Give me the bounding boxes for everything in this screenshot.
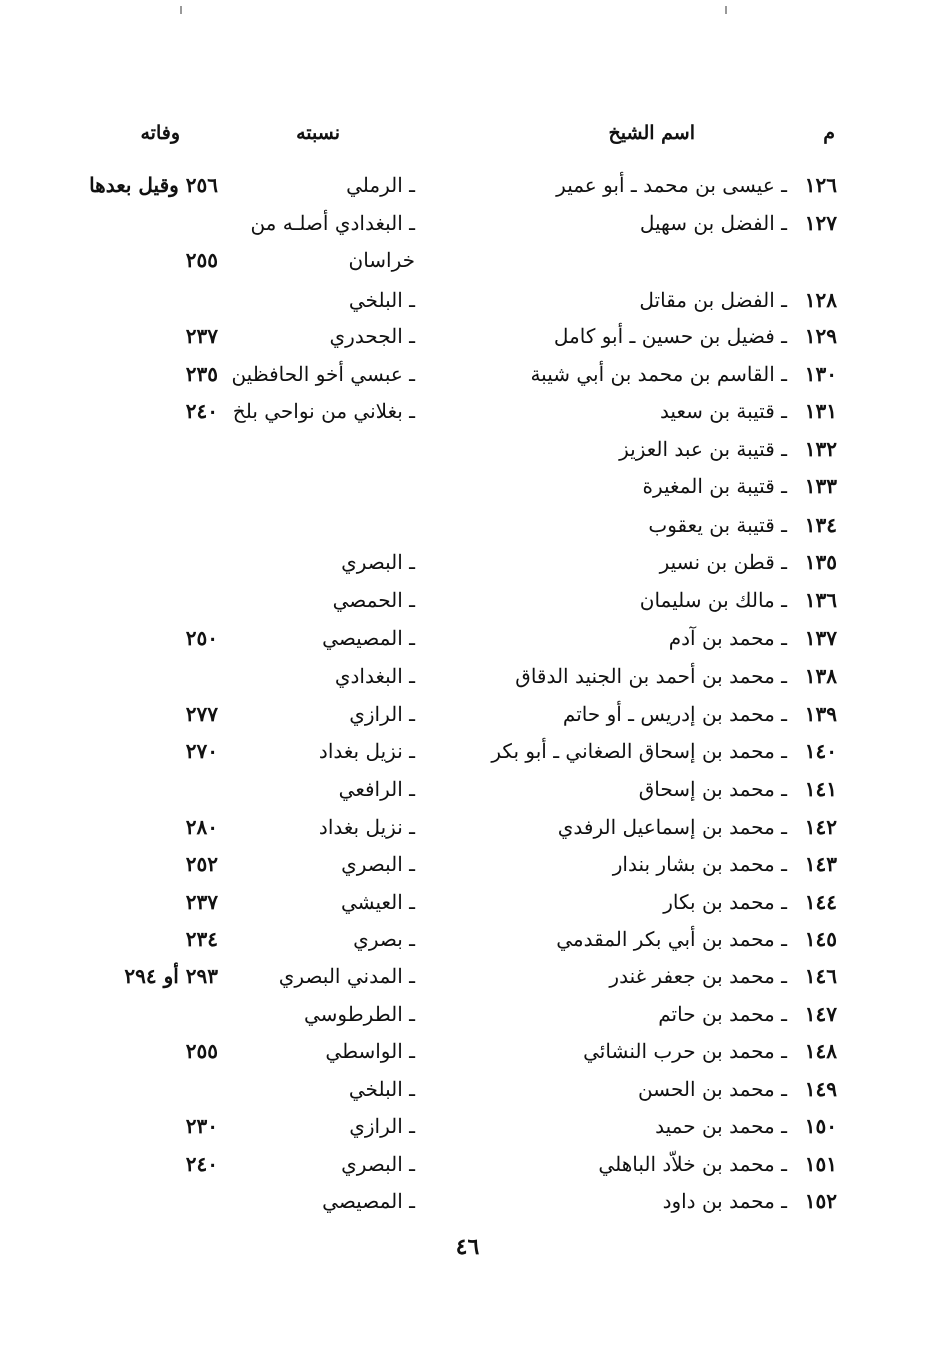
nisba-text: ـ نزيل بغداد [318, 739, 415, 763]
entry-number: ١٤٢ [804, 815, 837, 839]
table-row [0, 1182, 935, 1220]
entry-number: ١٥١ [804, 1152, 837, 1176]
nisba-text: ـ الرملي [346, 173, 415, 197]
death-year: ٢٣٧ [185, 324, 218, 348]
sheikh-name: ـ محمد بن الحسن [637, 1077, 787, 1101]
table-row [0, 770, 935, 808]
entry-number: ١٢٩ [804, 324, 837, 348]
table-row [0, 695, 935, 733]
sheikh-name: ـ محمد بن آدم [668, 626, 787, 650]
entry-number: ١٤٧ [804, 1002, 837, 1026]
entry-number: ١٣٠ [804, 362, 837, 386]
sheikh-name: ـ محمد بن جعفر غندر [609, 964, 787, 988]
death-year: ٢٣٤ [185, 927, 218, 951]
header-nisba: نسبته [296, 122, 340, 144]
entry-number: ١٤٣ [804, 852, 837, 876]
table-row [0, 995, 935, 1033]
entry-number: ١٣٤ [804, 513, 837, 537]
entry-number: ١٤٤ [804, 890, 837, 914]
nisba-text: ـ المصيصي [322, 626, 415, 650]
nisba-text: ـ الرازي [349, 702, 415, 726]
table-row [0, 657, 935, 695]
nisba-text: ـ الطرطوسي [304, 1002, 415, 1026]
nisba-text: ـ العيشي [340, 890, 415, 914]
sheikh-name: ـ عيسى بن محمد ـ أبو عمير [556, 173, 787, 197]
table-row [0, 1145, 935, 1183]
death-year: ٢٤٠ [185, 399, 218, 423]
table-row [0, 241, 935, 279]
sheikh-name: ـ الفضل بن مقاتل [639, 288, 787, 312]
table-row [0, 1107, 935, 1145]
table-row [0, 543, 935, 581]
sheikh-name: ـ محمد بن إسحاق الصغاني ـ أبو بكر [491, 739, 787, 763]
nisba-text: ـ بغلاني من نواحي بلخ [232, 399, 415, 423]
entry-number: ١٣٥ [804, 550, 837, 574]
entry-number: ١٣٩ [804, 702, 837, 726]
table-row [0, 317, 935, 355]
table-row [0, 920, 935, 958]
death-year: ٢٤٠ [185, 1152, 218, 1176]
entry-number: ١٤١ [804, 777, 837, 801]
sheikh-name: ـ محمد بن حاتم [658, 1002, 787, 1026]
entry-number: ١٢٧ [804, 211, 837, 235]
sheikh-name: ـ الفضل بن سهيل [639, 211, 787, 235]
header-number: م [823, 122, 835, 144]
sheikh-name: ـ محمد بن داود [662, 1189, 787, 1213]
table-row [0, 392, 935, 430]
table-row [0, 467, 935, 505]
entry-number: ١٤٨ [804, 1039, 837, 1063]
nisba-text: ـ نزيل بغداد [318, 815, 415, 839]
table-row [0, 355, 935, 393]
death-year: ٢٣٧ [185, 890, 218, 914]
entry-number: ١٢٨ [804, 288, 837, 312]
sheikh-name: ـ محمد بن إسحاق [638, 777, 787, 801]
sheikh-name: ـ محمد بن حميد [655, 1114, 787, 1138]
entry-number: ١٣١ [804, 399, 837, 423]
entry-number: ١٣٣ [804, 474, 837, 498]
death-year: ٢٣٥ [185, 362, 218, 386]
table-row [0, 619, 935, 657]
nisba-text: ـ البلخي [348, 288, 415, 312]
nisba-text: ـ الرازي [349, 1114, 415, 1138]
entry-number: ١٣٧ [804, 626, 837, 650]
death-year: ٢٧٧ [185, 702, 218, 726]
scan-mark [180, 6, 182, 14]
entry-number: ١٣٦ [804, 588, 837, 612]
sheikh-name: ـ محمد بن بكار [663, 890, 787, 914]
sheikh-name: ـ محمد بن خلاّد الباهلي [598, 1152, 787, 1176]
sheikh-name: ـ محمد بن أبي بكر المقدمي [556, 927, 787, 951]
table-row [0, 732, 935, 770]
table-row [0, 957, 935, 995]
nisba-text: ـ الجحدري [329, 324, 415, 348]
table-row [0, 1070, 935, 1108]
header-death: وفاته [140, 122, 180, 144]
nisba-text: ـ بصري [353, 927, 415, 951]
nisba-text: ـ عبسي أخو الحافظين [231, 362, 415, 386]
nisba-text: ـ المصيصي [322, 1189, 415, 1213]
nisba-text: ـ البغدادي [334, 664, 415, 688]
death-year: ٢٥٦ وقيل بعدها [89, 173, 218, 197]
death-year: ٢٨٠ [185, 815, 218, 839]
nisba-text: خراسان [348, 248, 415, 272]
entry-number: ١٥٢ [804, 1189, 837, 1213]
page-number: ٤٦ [455, 1234, 480, 1260]
table-row [0, 581, 935, 619]
sheikh-name: ـ محمد بن إسماعيل الرفدي [557, 815, 787, 839]
entry-number: ١٤٥ [804, 927, 837, 951]
death-year: ٢٥٠ [185, 626, 218, 650]
table-row [0, 204, 935, 242]
sheikh-name: ـ قتيبة بن يعقوب [648, 513, 787, 537]
entry-number: ١٣٢ [804, 437, 837, 461]
table-row [0, 1032, 935, 1070]
table-row [0, 845, 935, 883]
sheikh-name: ـ قتيبة بن سعيد [659, 399, 787, 423]
nisba-text: ـ البصري [341, 1152, 415, 1176]
table-row [0, 430, 935, 468]
entry-number: ١٣٨ [804, 664, 837, 688]
nisba-text: ـ البغدادي أصلـه من [250, 211, 415, 235]
table-row [0, 506, 935, 544]
nisba-text: ـ المدني البصري [278, 964, 415, 988]
table-row [0, 808, 935, 846]
nisba-text: ـ البلخي [348, 1077, 415, 1101]
sheikh-name: ـ قطن بن نسير [659, 550, 787, 574]
table-row [0, 281, 935, 319]
death-year: ٢٩٣ أو ٢٩٤ [124, 964, 218, 988]
sheikh-name: ـ فضيل بن حسين ـ أبو كامل [553, 324, 787, 348]
entry-number: ١٢٦ [804, 173, 837, 197]
entry-number: ١٤٦ [804, 964, 837, 988]
sheikh-name: ـ محمد بن حرب النشائي [583, 1039, 787, 1063]
header-sheikh-name: اسم الشيخ [608, 122, 695, 144]
death-year: ٢٥٥ [185, 248, 218, 272]
sheikh-name: ـ محمد بن إدريس ـ أو حاتم [562, 702, 787, 726]
entry-number: ١٤٩ [804, 1077, 837, 1101]
nisba-text: ـ البصري [341, 852, 415, 876]
nisba-text: ـ البصري [341, 550, 415, 574]
sheikh-name: ـ القاسم بن محمد بن أبي شيبة [530, 362, 787, 386]
sheikh-name: ـ مالك بن سليمان [639, 588, 787, 612]
death-year: ٢٥٢ [185, 852, 218, 876]
nisba-text: ـ الحمصي [332, 588, 415, 612]
entry-number: ١٤٠ [804, 739, 837, 763]
sheikh-name: ـ قتيبة بن المغيرة [642, 474, 787, 498]
nisba-text: ـ الواسطي [325, 1039, 415, 1063]
death-year: ٢٧٠ [185, 739, 218, 763]
entry-number: ١٥٠ [804, 1114, 837, 1138]
table-row [0, 883, 935, 921]
scan-mark [725, 6, 727, 14]
death-year: ٢٥٥ [185, 1039, 218, 1063]
sheikh-name: ـ محمد بن بشار بندار [612, 852, 787, 876]
sheikh-name: ـ محمد بن أحمد بن الجنيد الدقاق [515, 664, 787, 688]
death-year: ٢٣٠ [185, 1114, 218, 1138]
sheikh-name: ـ قتيبة بن عبد العزيز [619, 437, 787, 461]
nisba-text: ـ الرافعي [338, 777, 415, 801]
table-row [0, 166, 935, 204]
